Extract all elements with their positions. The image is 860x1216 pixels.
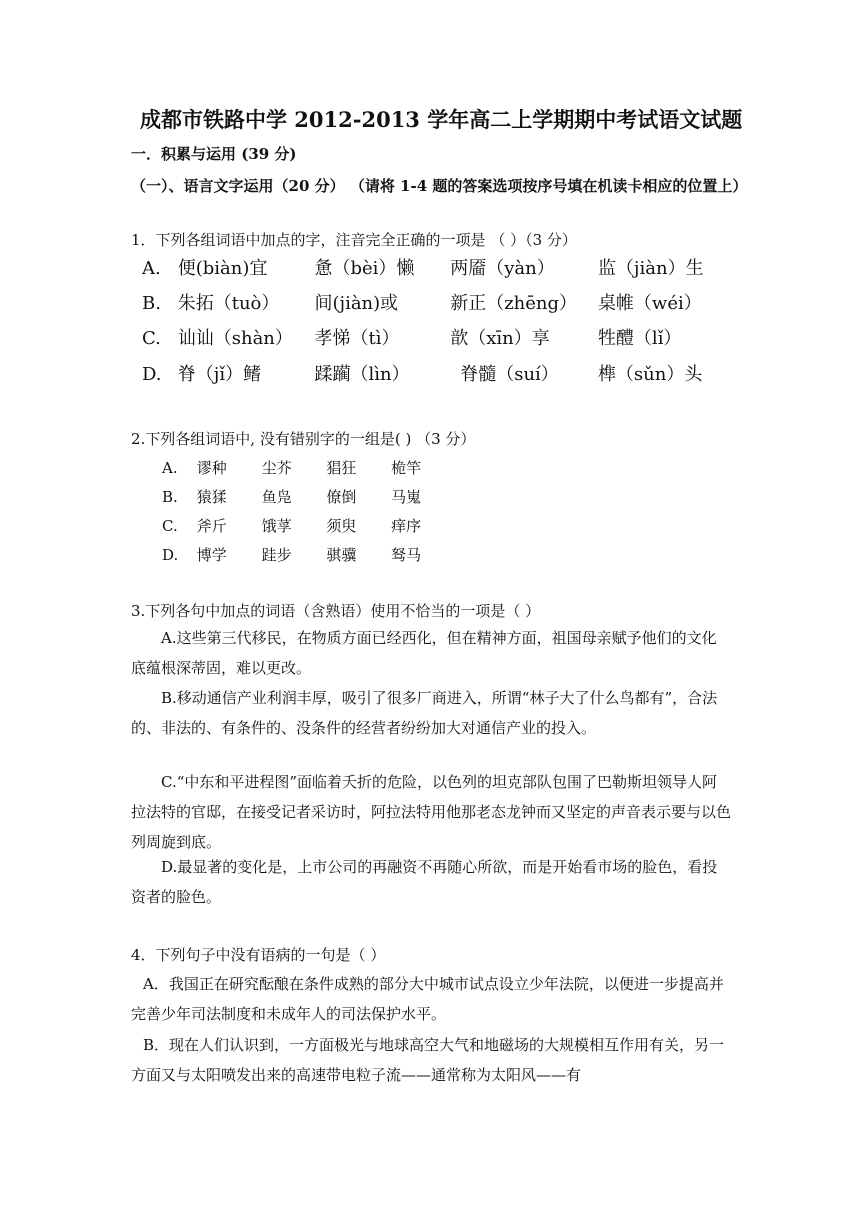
option-item: 须臾 <box>326 517 357 535</box>
option-item: 牲醴（lǐ） <box>597 328 682 349</box>
q1-option-b <box>142 289 702 315</box>
page-title: 成都市铁路中学 2012-2013 学年高二上学期期中考试语文试题 <box>140 107 743 132</box>
option-label: B. <box>142 293 161 314</box>
q2-option-d <box>162 544 421 565</box>
option-item: 歆（xīn）享 <box>450 328 550 349</box>
option-item: 讪讪（shàn） <box>177 328 293 349</box>
q2-stem: 2.下列各组词语中, 没有错别字的一组是( ) （3 分） <box>131 430 476 448</box>
option-item: 尘芥 <box>261 459 292 477</box>
q1-option-a <box>142 254 704 280</box>
q3-option-c: C.“中东和平进程图”面临着夭折的危险，以色列的坦克部队包围了巴勒斯坦领导人阿拉法特的官邸，在接受记者采访时，阿拉法特用他那老态龙钟而又坚定的声音表示要与以色列周旋到底。 <box>131 773 732 851</box>
option-item: 脊髓（suí） <box>460 364 559 385</box>
q4-option-a: A．我国正在研究酝酿在条件成熟的部分大中城市试点设立少年法院，以便进一步提高并完善少年司法制度和未成年人的司法保护水平。 <box>131 975 724 1023</box>
option-item: 朱拓（tuò） <box>177 293 280 314</box>
option-item: 桌帷（wéi） <box>597 293 702 314</box>
option-label: D. <box>162 546 179 564</box>
option-item: 猖狂 <box>326 459 357 477</box>
q2-option-a <box>162 457 421 478</box>
subsection-heading: （一）、语言文字运用（20 分） （请将 1-4 题的答案选项按序号填在机读卡相应的位置上） <box>131 177 748 195</box>
section-heading: 一．积累与运用 (39 分) <box>131 145 297 163</box>
q4-option-b: B．现在人们认识到，一方面极光与地球高空大气和地磁场的大规模相互作用有关，另一方面又与太阳喷发出来的高速带电粒子流——通常称为太阳风——有 <box>131 1036 725 1084</box>
option-item: 马嵬 <box>391 488 422 506</box>
option-label: C. <box>162 517 178 535</box>
q3-stem: 3.下列各句中加点的词语（含熟语）使用不恰当的一项是（ ） <box>131 602 541 620</box>
q3-option-d: D.最显著的变化是，上市公司的再融资不再随心所欲，而是开始看市场的脸色，看投资者的脸色。 <box>131 858 718 906</box>
option-item: 跬步 <box>261 546 292 564</box>
option-label: A. <box>162 459 178 477</box>
q3-option-b: B.移动通信产业利润丰厚，吸引了很多厂商进入，所谓“林子大了什么鸟都有”，合法的、非法的、有条件的、没条件的经营者纷纷加大对通信产业的投入。 <box>131 689 718 737</box>
option-item: 间(jiàn)或 <box>314 293 399 314</box>
option-item: 博学 <box>196 546 227 564</box>
option-item: 斧斤 <box>196 517 227 535</box>
option-label: A. <box>142 258 161 279</box>
option-item: 谬种 <box>196 459 227 477</box>
option-label: C. <box>142 328 161 349</box>
option-item: 痒序 <box>391 517 422 535</box>
option-item: 脊（jǐ）鳍 <box>177 364 262 385</box>
q2-option-c <box>162 515 421 536</box>
q3-option-a: A.这些第三代移民，在物质方面已经西化，但在精神方面，祖国母亲赋予他们的文化底蕴根深蒂固，难以更改。 <box>131 629 717 677</box>
option-item: 僚倒 <box>326 488 357 506</box>
option-item: 监（jiàn）生 <box>597 258 704 279</box>
q1-option-c <box>142 324 681 350</box>
option-item: 饿莩 <box>261 517 292 535</box>
q1-stem: 1．下列各组词语中加点的字，注音完全正确的一项是 （ ）（3 分） <box>131 231 577 249</box>
option-item: 蹂躏（lìn） <box>314 364 410 385</box>
q2-option-b <box>162 486 421 507</box>
option-label: D. <box>142 364 162 385</box>
option-item: 孝悌（tì） <box>314 328 400 349</box>
option-item: 新正（zhēng） <box>450 293 578 314</box>
option-item: 骐骥 <box>326 546 357 564</box>
option-label: B. <box>162 488 178 506</box>
option-item: 驽马 <box>391 546 422 564</box>
q4-stem: 4．下列句子中没有语病的一句是（ ） <box>131 946 386 964</box>
option-item: 两靥（yàn） <box>450 258 555 279</box>
option-item: 猿猱 <box>196 488 227 506</box>
option-item: 桅竿 <box>391 459 422 477</box>
option-item: 鱼凫 <box>261 488 292 506</box>
q1-option-d <box>142 360 702 386</box>
option-item: 便(biàn)宜 <box>177 258 268 279</box>
option-item: 榫（sǔn）头 <box>597 364 703 385</box>
option-item: 惫（bèi）懒 <box>314 258 415 279</box>
